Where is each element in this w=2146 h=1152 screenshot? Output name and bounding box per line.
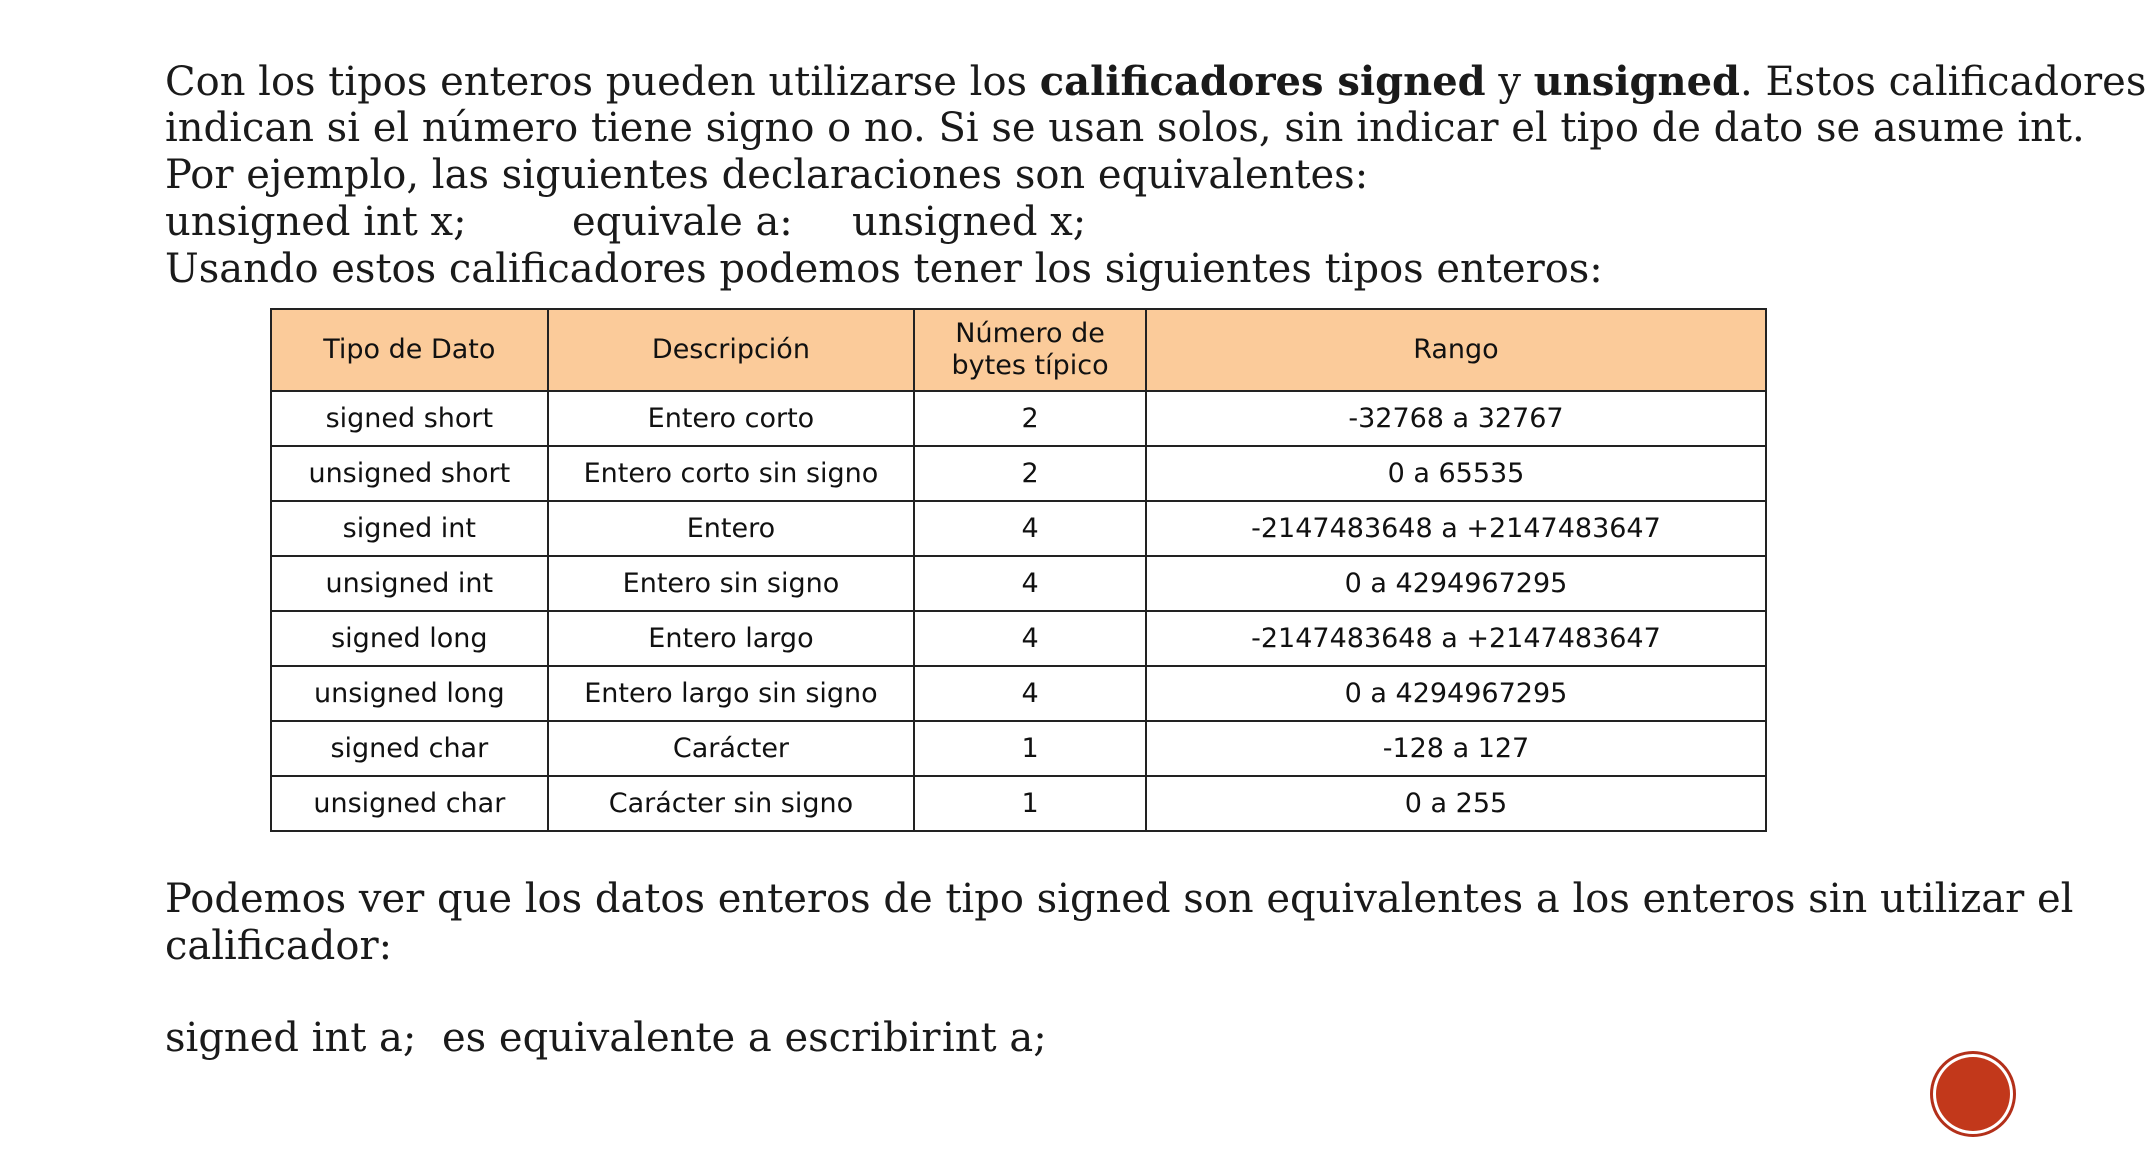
- cell-bytes: 4: [914, 501, 1146, 556]
- cell-type: signed int: [271, 501, 548, 556]
- intro-line-5: Usando estos calificadores podemos tener los siguientes tipos enteros:: [165, 246, 1603, 292]
- intro-text: y: [1485, 59, 1534, 105]
- table-row: [271, 611, 1766, 666]
- cell-description: Entero corto: [548, 391, 915, 446]
- cell-type: unsigned long: [271, 666, 548, 721]
- table-row: [271, 446, 1766, 501]
- cell-bytes: 2: [914, 391, 1146, 446]
- table-row: [271, 666, 1766, 721]
- intro-line-1: [165, 58, 2146, 105]
- cell-description: Carácter sin signo: [548, 776, 915, 831]
- header-bytes-line-2: bytes típico: [951, 350, 1109, 381]
- cell-range: 0 a 4294967295: [1146, 556, 1766, 611]
- cell-range: 0 a 4294967295: [1146, 666, 1766, 721]
- header-tipo: Tipo de Dato: [271, 309, 548, 391]
- cell-bytes: 1: [914, 721, 1146, 776]
- cell-range: -128 a 127: [1146, 721, 1766, 776]
- cell-bytes: 2: [914, 446, 1146, 501]
- emphasis-qualifiers: calificadores signed: [1039, 58, 1486, 105]
- intro-line-3: Por ejemplo, las siguientes declaraciones son equivalentes:: [165, 152, 1369, 198]
- cell-range: -32768 a 32767: [1146, 391, 1766, 446]
- header-descripcion: Descripción: [548, 309, 915, 391]
- cell-description: Entero largo sin signo: [548, 666, 915, 721]
- intro-text: . Estos calificadores: [1740, 59, 2146, 105]
- table-row: [271, 776, 1766, 831]
- example-middle: equivale a:: [572, 199, 793, 245]
- intro-line-2: indican si el número tiene signo o no. Si se usan solos, sin indicar el tipo de dato se asume int.: [165, 105, 2085, 151]
- cell-bytes: 1: [914, 776, 1146, 831]
- cell-description: Entero corto sin signo: [548, 446, 915, 501]
- cell-bytes: 4: [914, 666, 1146, 721]
- cell-bytes: 4: [914, 556, 1146, 611]
- table-row: [271, 556, 1766, 611]
- cell-range: 0 a 255: [1146, 776, 1766, 831]
- final-example-right: int a;: [942, 1015, 1047, 1061]
- table-row: [271, 501, 1766, 556]
- cell-range: -2147483648 a +2147483647: [1146, 501, 1766, 556]
- cell-range: -2147483648 a +2147483647: [1146, 611, 1766, 666]
- final-example-middle: es equivalente a escribir: [442, 1015, 941, 1061]
- cell-type: unsigned char: [271, 776, 548, 831]
- bottom-paragraph: [165, 876, 2073, 970]
- cell-description: Entero sin signo: [548, 556, 915, 611]
- example-right: unsigned x;: [852, 199, 1087, 245]
- cell-bytes: 4: [914, 611, 1146, 666]
- cell-range: 0 a 65535: [1146, 446, 1766, 501]
- table-row: [271, 391, 1766, 446]
- example-declaration: [165, 199, 2146, 246]
- cell-description: Entero largo: [548, 611, 915, 666]
- circle-logo-icon: [1936, 1057, 2010, 1131]
- cell-type: signed long: [271, 611, 548, 666]
- cell-type: unsigned short: [271, 446, 548, 501]
- bottom-line-1: Podemos ver que los datos enteros de tipo signed son equivalentes a los enteros sin utilizar el: [165, 876, 2074, 922]
- header-bytes-line-1: Número de: [955, 318, 1105, 349]
- final-example-left: signed int a;: [165, 1015, 417, 1061]
- intro-paragraph: [165, 58, 2146, 293]
- cell-type: unsigned int: [271, 556, 548, 611]
- cell-description: Carácter: [548, 721, 915, 776]
- header-rango: Rango: [1146, 309, 1766, 391]
- integer-types-table: [270, 308, 1767, 832]
- table-header-row: [271, 309, 1766, 391]
- table-row: [271, 721, 1766, 776]
- intro-text: Con los tipos enteros pueden utilizarse los: [165, 59, 1040, 105]
- cell-type: signed char: [271, 721, 548, 776]
- cell-type: signed short: [271, 391, 548, 446]
- bottom-line-2: calificador:: [165, 923, 393, 969]
- example-left: unsigned int x;: [165, 199, 467, 245]
- header-bytes: [914, 309, 1146, 391]
- emphasis-unsigned: unsigned: [1533, 58, 1741, 105]
- cell-description: Entero: [548, 501, 915, 556]
